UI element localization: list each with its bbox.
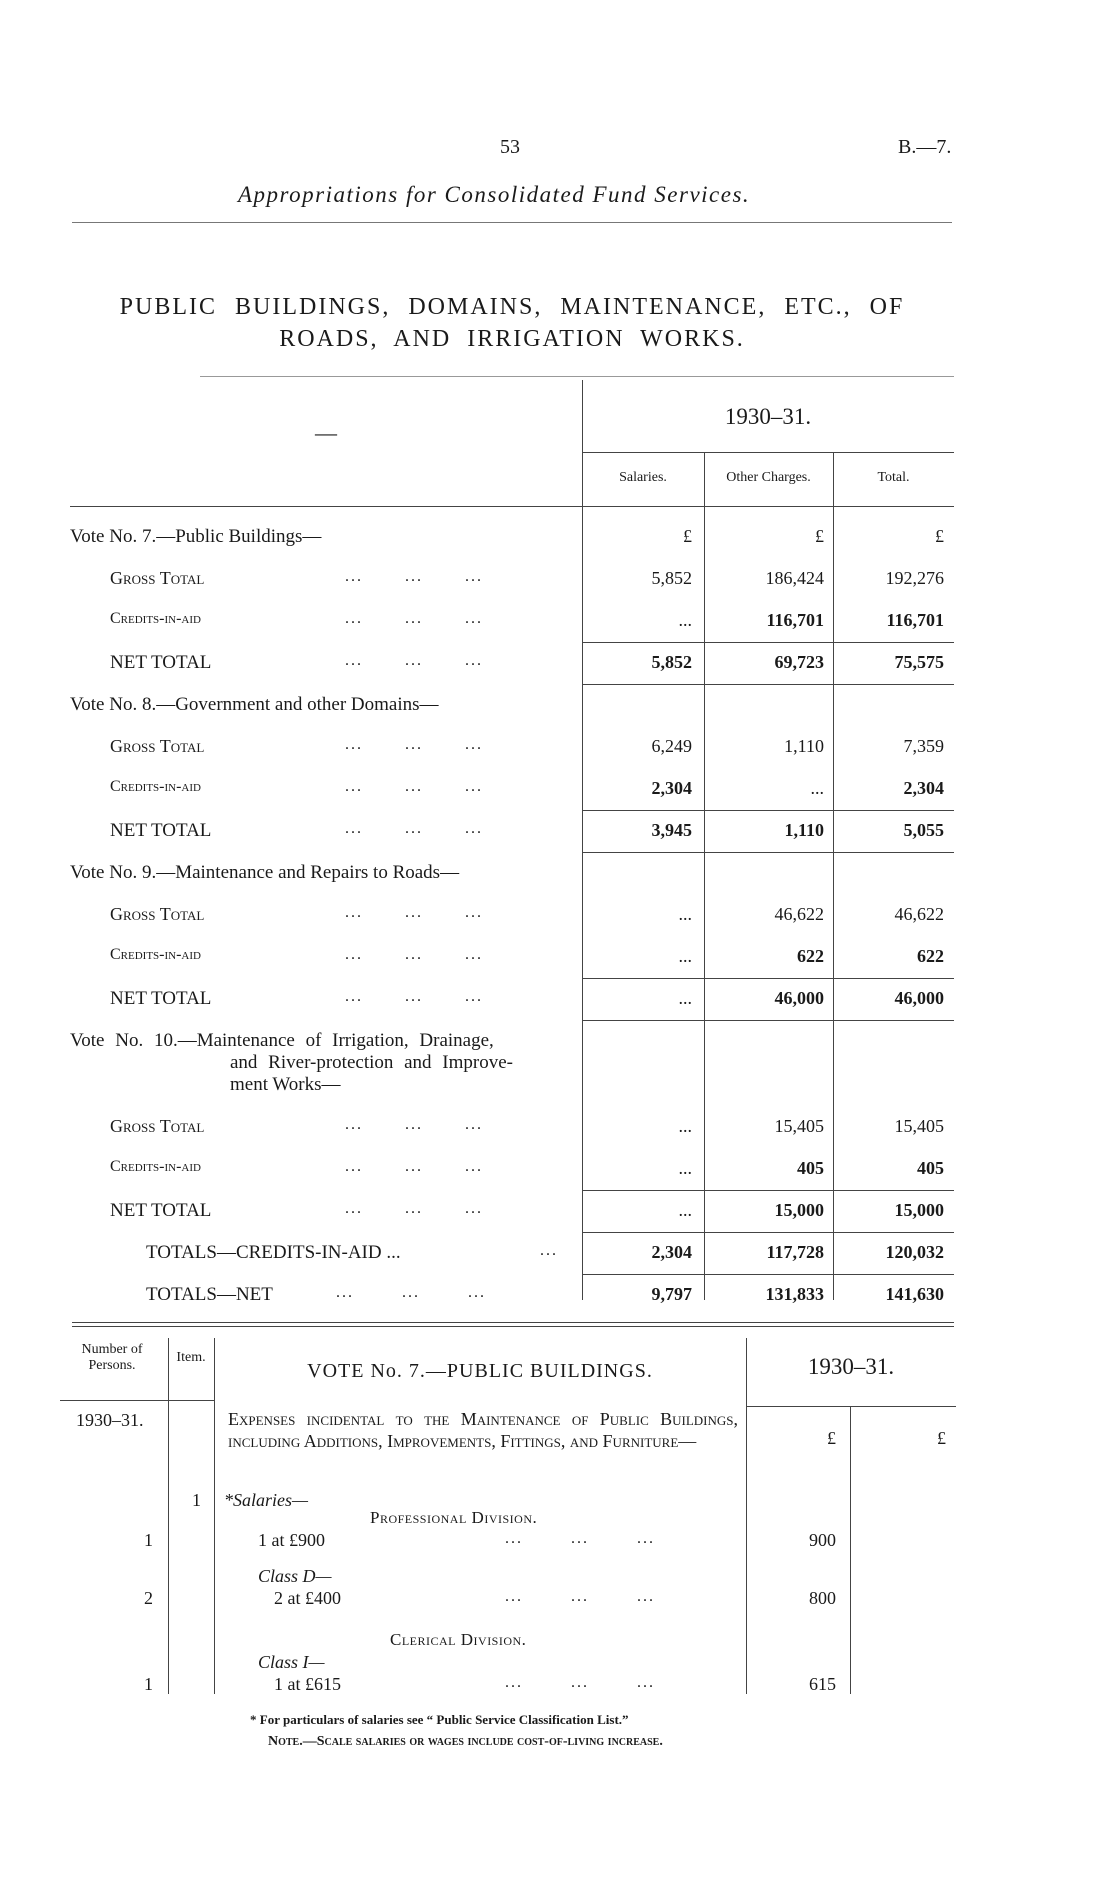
row-label: Gross Total [110,904,205,924]
summary-top-rule [200,376,954,377]
row-label: NET TOTAL [110,820,212,841]
salaries-value: 3,945 [651,820,692,840]
currency-symbol: £ [827,1428,836,1448]
row-label: Gross Total [110,568,205,588]
persons-count: 2 [144,1588,153,1608]
salaries-value: ... [678,988,692,1008]
salary-amount: 615 [809,1674,836,1694]
total-value: 116,701 [886,610,944,630]
row-label: NET TOTAL [110,988,212,1009]
row-label: Credits-in-aid [110,1158,201,1175]
sum-rule [582,1274,954,1275]
other-charges-value: 1,110 [784,820,824,840]
other-charges-value: 186,424 [765,568,824,588]
other-charges-value: 622 [797,946,824,966]
row-label: Gross Total [110,736,205,756]
row-label: Gross Total [110,1116,205,1136]
other-charges-value: 1,110 [784,736,824,756]
leader-dots: ... ... ... [345,778,483,795]
footnote-salaries: * For particulars of salaries see “ Public Service Classification List.” [250,1712,629,1727]
row-label: Credits-in-aid [110,946,201,963]
vote-10-heading-continued: ment Works— [230,1074,341,1095]
leader-dots: ... ... ... [345,1158,483,1175]
summary-year: 1930–31. [724,404,812,429]
salaries-value: 2,304 [651,1242,692,1262]
salaries-value: ... [678,946,692,966]
total-value: 5,055 [903,820,944,840]
currency-symbol: £ [683,526,692,546]
persons-count: 1 [144,1674,153,1694]
running-title: Appropriations for Consolidated Fund Services. [238,182,751,207]
row-label: NET TOTAL [110,1200,212,1221]
year-rule [582,452,954,453]
leader-dots: ... [540,1242,558,1259]
stub-dash: — [315,420,337,445]
salary-amount: 900 [809,1530,836,1550]
leader-dots: ... ... ... [345,988,483,1005]
other-charges-value: 15,405 [774,1116,824,1136]
total-value: 141,630 [885,1284,944,1304]
salaries-value: ... [678,610,692,630]
item-number: 1 [192,1490,201,1510]
leader-dots: ... ... ... [345,820,483,837]
total-value: 7,359 [903,736,944,756]
class-heading: Class I— [258,1652,325,1672]
currency-symbol: £ [815,526,824,546]
total-value: 622 [917,946,944,966]
leader-dots: ... ... ... [345,568,483,585]
leader-dots: ... ... ... [345,1116,483,1133]
sum-rule [582,810,954,811]
column-divider [746,1338,747,1694]
sum-rule [582,1232,954,1233]
page-title-line-2: ROADS, AND IRRIGATION WORKS. [279,326,745,352]
leader-dots: ... ... ... [345,946,483,963]
vote-10-heading: Vote No. 10.—Maintenance of Irrigation, Drainage, [70,1030,494,1051]
row-label: NET TOTAL [110,652,212,673]
sum-rule [582,978,954,979]
column-header-persons: Number of Persons. [81,1342,143,1373]
page-title-line-1: PUBLIC BUILDINGS, DOMAINS, MAINTENANCE, ETC., OF [119,294,905,320]
summary-bottom-rule [72,1322,954,1323]
salaries-value: ... [678,904,692,924]
salaries-value: 5,852 [651,568,692,588]
column-header-item: Item. [176,1350,206,1365]
vote-7-heading: Vote No. 7.—Public Buildings— [70,526,322,547]
total-value: 405 [917,1158,944,1178]
row-label: Credits-in-aid [110,610,201,627]
total-value: 120,032 [885,1242,944,1262]
page-number: 53 [500,136,520,158]
salaries-label: *Salaries— [224,1490,309,1510]
vote-9-heading: Vote No. 9.—Maintenance and Repairs to Roads— [70,862,460,883]
column-divider [214,1338,215,1694]
other-charges-value: 15,000 [774,1200,824,1220]
totals-net-label: TOTALS—NET [146,1284,273,1305]
currency-symbol: £ [937,1428,946,1448]
salaries-value: 6,249 [651,736,692,756]
total-value: 75,575 [894,652,944,672]
currency-symbol: £ [935,526,944,546]
other-charges-value: 116,701 [766,610,824,630]
total-value: 15,000 [894,1200,944,1220]
column-header-other-charges: Other Charges. [726,470,811,485]
persons-year: 1930–31. [76,1410,144,1430]
other-charges-value: 46,000 [774,988,824,1008]
leader-dots: ... ... ... [505,1674,655,1691]
salary-amount: 800 [809,1588,836,1608]
leader-dots: ... ... ... [505,1588,655,1605]
other-charges-value: ... [810,778,824,798]
column-divider [850,1406,851,1694]
salaries-value: 2,304 [651,778,692,798]
leader-dots: ... ... ... [345,652,483,669]
footnote-note: Note.—Scale salaries or wages include cost-of-living increase. [268,1734,663,1749]
clerical-division-heading: Clerical Division. [390,1630,527,1649]
other-charges-value: 131,833 [765,1284,824,1304]
total-value: 46,000 [894,988,944,1008]
summary-bottom-rule [72,1326,954,1327]
other-charges-value: 46,622 [774,904,824,924]
salary-line: 1 at £900 [258,1530,325,1550]
salaries-value: 5,852 [651,652,692,672]
summary-header-rule [70,506,954,507]
row-label: Credits-in-aid [110,778,201,795]
vote-8-heading: Vote No. 8.—Government and other Domains— [70,694,439,715]
leader-dots: ... ... ... [336,1284,486,1301]
detail-title: VOTE No. 7.—PUBLIC BUILDINGS. [307,1360,653,1382]
sum-rule [582,1020,954,1021]
leader-dots: ... ... ... [345,904,483,921]
sum-rule [582,684,954,685]
header-rule [72,222,952,223]
column-divider [168,1338,169,1694]
professional-division-heading: Professional Division. [370,1508,538,1527]
totals-credits-label: TOTALS—CREDITS-IN-AID ... [146,1242,401,1263]
column-header-salaries: Salaries. [619,470,667,485]
detail-year: 1930–31. [807,1354,895,1379]
other-charges-value: 69,723 [774,652,824,672]
total-value: 15,405 [894,1116,944,1136]
total-value: 192,276 [885,568,944,588]
document-reference: B.—7. [898,136,952,158]
total-value: 2,304 [903,778,944,798]
salaries-value: ... [678,1200,692,1220]
sum-rule [582,642,954,643]
leader-dots: ... ... ... [345,1200,483,1217]
column-header-total: Total. [877,470,910,485]
total-value: 46,622 [894,904,944,924]
vote-10-heading-continued: and River-protection and Improve- [230,1052,513,1073]
salary-line: 1 at £615 [274,1674,341,1694]
class-heading: Class D— [258,1566,332,1586]
salaries-value: ... [678,1158,692,1178]
sum-rule [582,1190,954,1191]
sum-rule [582,852,954,853]
leader-dots: ... ... ... [505,1530,655,1547]
other-charges-value: 405 [797,1158,824,1178]
header-rule [60,1400,214,1401]
salary-line: 2 at £400 [274,1588,341,1608]
detail-description: Expenses incidental to the Maintenance of Public Buildings, including Additions, Improvements, Fittings, and Furniture— [228,1409,738,1451]
header-rule [746,1406,956,1407]
persons-count: 1 [144,1530,153,1550]
salaries-value: ... [678,1116,692,1136]
leader-dots: ... ... ... [345,736,483,753]
salaries-value: 9,797 [651,1284,692,1304]
leader-dots: ... ... ... [345,610,483,627]
other-charges-value: 117,728 [766,1242,824,1262]
